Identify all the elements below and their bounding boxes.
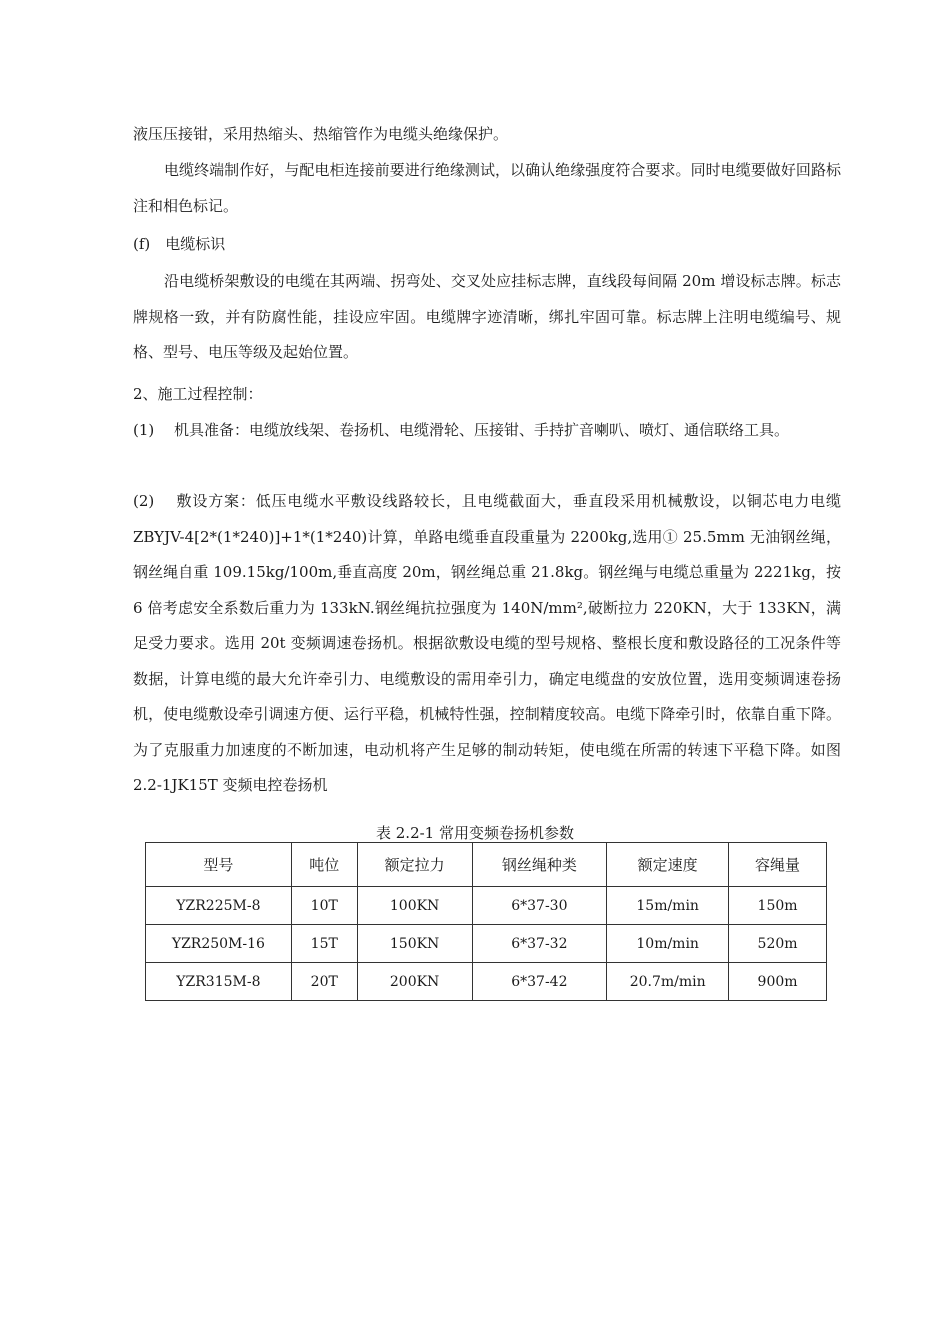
- cell-rope-capacity: 520m: [729, 925, 827, 963]
- cell-rated-speed: 10m/min: [607, 925, 729, 963]
- cell-tonnage: 20T: [291, 963, 357, 1001]
- paragraph-crimp-tools: 液压压接钳，采用热缩头、热缩管作为电缆头绝缘保护。: [133, 125, 509, 143]
- header-rope-capacity: 容绳量: [729, 843, 827, 887]
- heading-cable-marking: (f) 电缆标识: [133, 235, 226, 253]
- cell-tonnage: 10T: [291, 887, 357, 925]
- paragraph-insulation-test: 电缆终端制作好，与配电柜连接前要进行绝缘测试，以确认绝缘强度符合要求。同时电缆要做好回路标注和相色标记。: [133, 161, 841, 215]
- table-row: [146, 925, 827, 963]
- cell-rope-capacity: 900m: [729, 963, 827, 1001]
- table-row: [146, 887, 827, 925]
- header-rated-speed: 额定速度: [607, 843, 729, 887]
- cell-rated-speed: 15m/min: [607, 887, 729, 925]
- header-tonnage: 吨位: [291, 843, 357, 887]
- cell-rope-type: 6*37-42: [472, 963, 607, 1001]
- cell-rope-capacity: 150m: [729, 887, 827, 925]
- header-rated-pull: 额定拉力: [357, 843, 472, 887]
- cell-rated-pull: 100KN: [357, 887, 472, 925]
- heading-process-control: 2、施工过程控制：: [133, 385, 263, 403]
- table-caption: 表 2.2-1 常用变频卷扬机参数: [375, 824, 574, 842]
- table-row: [146, 963, 827, 1001]
- header-model: 型号: [146, 843, 292, 887]
- cell-model: YZR225M-8: [146, 887, 292, 925]
- cell-rope-type: 6*37-32: [472, 925, 607, 963]
- paragraph-cable-marking: 沿电缆桥架敷设的电缆在其两端、拐弯处、交叉处应挂标志牌，直线段每间隔 20m 增设标志牌。标志牌规格一致，并有防腐性能，挂设应牢固。电缆牌字迹清晰，绑扎牢固可靠。标志牌上注明电缆编号、规格、型号、电压等级及起始位置。: [133, 272, 841, 361]
- cell-rated-speed: 20.7m/min: [607, 963, 729, 1001]
- cell-tonnage: 15T: [291, 925, 357, 963]
- cell-rated-pull: 150KN: [357, 925, 472, 963]
- table-header-row: [146, 843, 827, 887]
- paragraph-equipment-prep: (1) 机具准备：电缆放线架、卷扬机、电缆滑轮、压接钳、手持扩音喇叭、喷灯、通信联络工具。: [133, 421, 790, 439]
- cell-rated-pull: 200KN: [357, 963, 472, 1001]
- header-rope-type: 钢丝绳种类: [472, 843, 607, 887]
- cell-rope-type: 6*37-30: [472, 887, 607, 925]
- winch-params-table: [145, 842, 827, 1001]
- cell-model: YZR250M-16: [146, 925, 292, 963]
- cell-model: YZR315M-8: [146, 963, 292, 1001]
- paragraph-laying-scheme: (2) 敷设方案：低压电缆水平敷设线路较长，且电缆截面大，垂直段采用机械敷设，以铜芯电力电缆 ZBYJV-4[2*(1*240)]+1*(1*240)计算，单路电缆垂直段重量为 2200kg,选用① 25.5mm 无油钢丝绳，钢丝绳自重 109.15kg/100m,垂直高度 20m，钢丝绳总重 21.8kg。钢丝绳与电缆总重量为 2221kg，按 6 倍考虑安全系数后重力为 133kN.钢丝绳抗拉强度为 140N/mm²,破断拉力 220KN，大于 133KN，满足受力要求。选用 20t 变频调速卷扬机。根据欲敷设电缆的型号规格、整根长度和敷设路径的工况条件等数据，计算电缆的最大允许牵引力、电缆敷设的需用牵引力，确定电缆盘的安放位置，选用变频调速卷扬机，使电缆敷设牵引调速方便、运行平稳，机械特性强，控制精度较高。电缆下降牵引时，依靠自重下降。为了克服重力加速度的不断加速，电动机将产生足够的制动转矩，使电缆在所需的转速下平稳下降。如图 2.2-1JK15T 变频电控卷扬机: [133, 492, 841, 794]
